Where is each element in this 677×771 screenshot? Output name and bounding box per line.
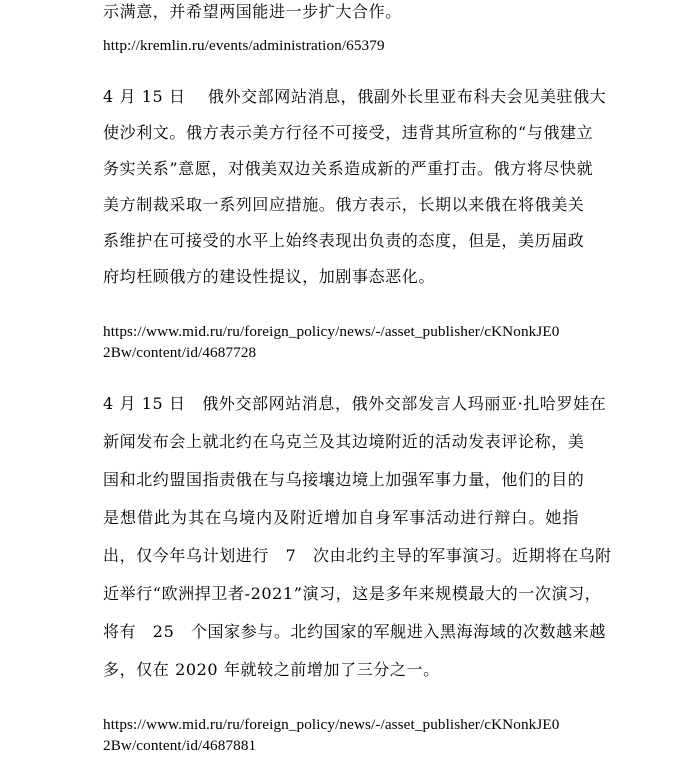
paragraph-line: 4 月 15 日 俄外交部网站消息，俄外交部发言人玛丽亚·扎哈罗娃在 [103, 394, 607, 413]
paragraph-line: 是想借此为其在乌境内及附近增加自身军事活动进行辩白。她指 [103, 508, 579, 527]
paragraph-line: 出，仅今年乌计划进行 7 次由北约主导的军事演习。近期将在乌附 [103, 546, 612, 565]
paragraph-line: 将有 25 个国家参与。北约国家的军舰进入黑海海域的次数越来越 [103, 622, 606, 641]
source-link[interactable]: http://kremlin.ru/events/administration/65379 [103, 37, 385, 54]
paragraph-line: 使沙利文。俄方表示美方行径不可接受，违背其所宣称的“与俄建立 [103, 123, 594, 142]
paragraph-line: 美方制裁采取一系列回应措施。俄方表示，长期以来俄在将俄美关 [103, 195, 585, 214]
paragraph-line: 务实关系”意愿，对俄美双边关系造成新的严重打击。俄方将尽快就 [103, 159, 594, 178]
paragraph-line: 近举行“欧洲捍卫者-2021”演习，这是多年来规模最大的一次演习， [103, 584, 602, 603]
source-link[interactable]: https://www.mid.ru/ru/foreign_policy/news/-/asset_publisher/cKNonkJE0 [103, 323, 560, 340]
paragraph-line: 示满意，并希望两国能进一步扩大合作。 [103, 2, 402, 21]
paragraph-line: 国和北约盟国指责俄在与乌接壤边境上加强军事力量，他们的目的 [103, 470, 585, 489]
paragraph-line: 新闻发布会上就北约在乌克兰及其边境附近的活动发表评论称，美 [103, 432, 585, 451]
source-link[interactable]: 2Bw/content/id/4687728 [103, 344, 257, 361]
source-link[interactable]: 2Bw/content/id/4687881 [103, 737, 257, 754]
paragraph-line: 4 月 15 日 俄外交部网站消息，俄副外长里亚布科夫会见美驻俄大 [103, 87, 607, 106]
paragraph-line: 多，仅在 2020 年就较之前增加了三分之一。 [103, 660, 440, 679]
paragraph-line: 府均枉顾俄方的建设性提议，加剧事态恶化。 [103, 267, 436, 286]
source-link[interactable]: https://www.mid.ru/ru/foreign_policy/news/-/asset_publisher/cKNonkJE0 [103, 716, 560, 733]
paragraph-line: 系维护在可接受的水平上始终表现出负责的态度，但是，美历届政 [103, 231, 585, 250]
